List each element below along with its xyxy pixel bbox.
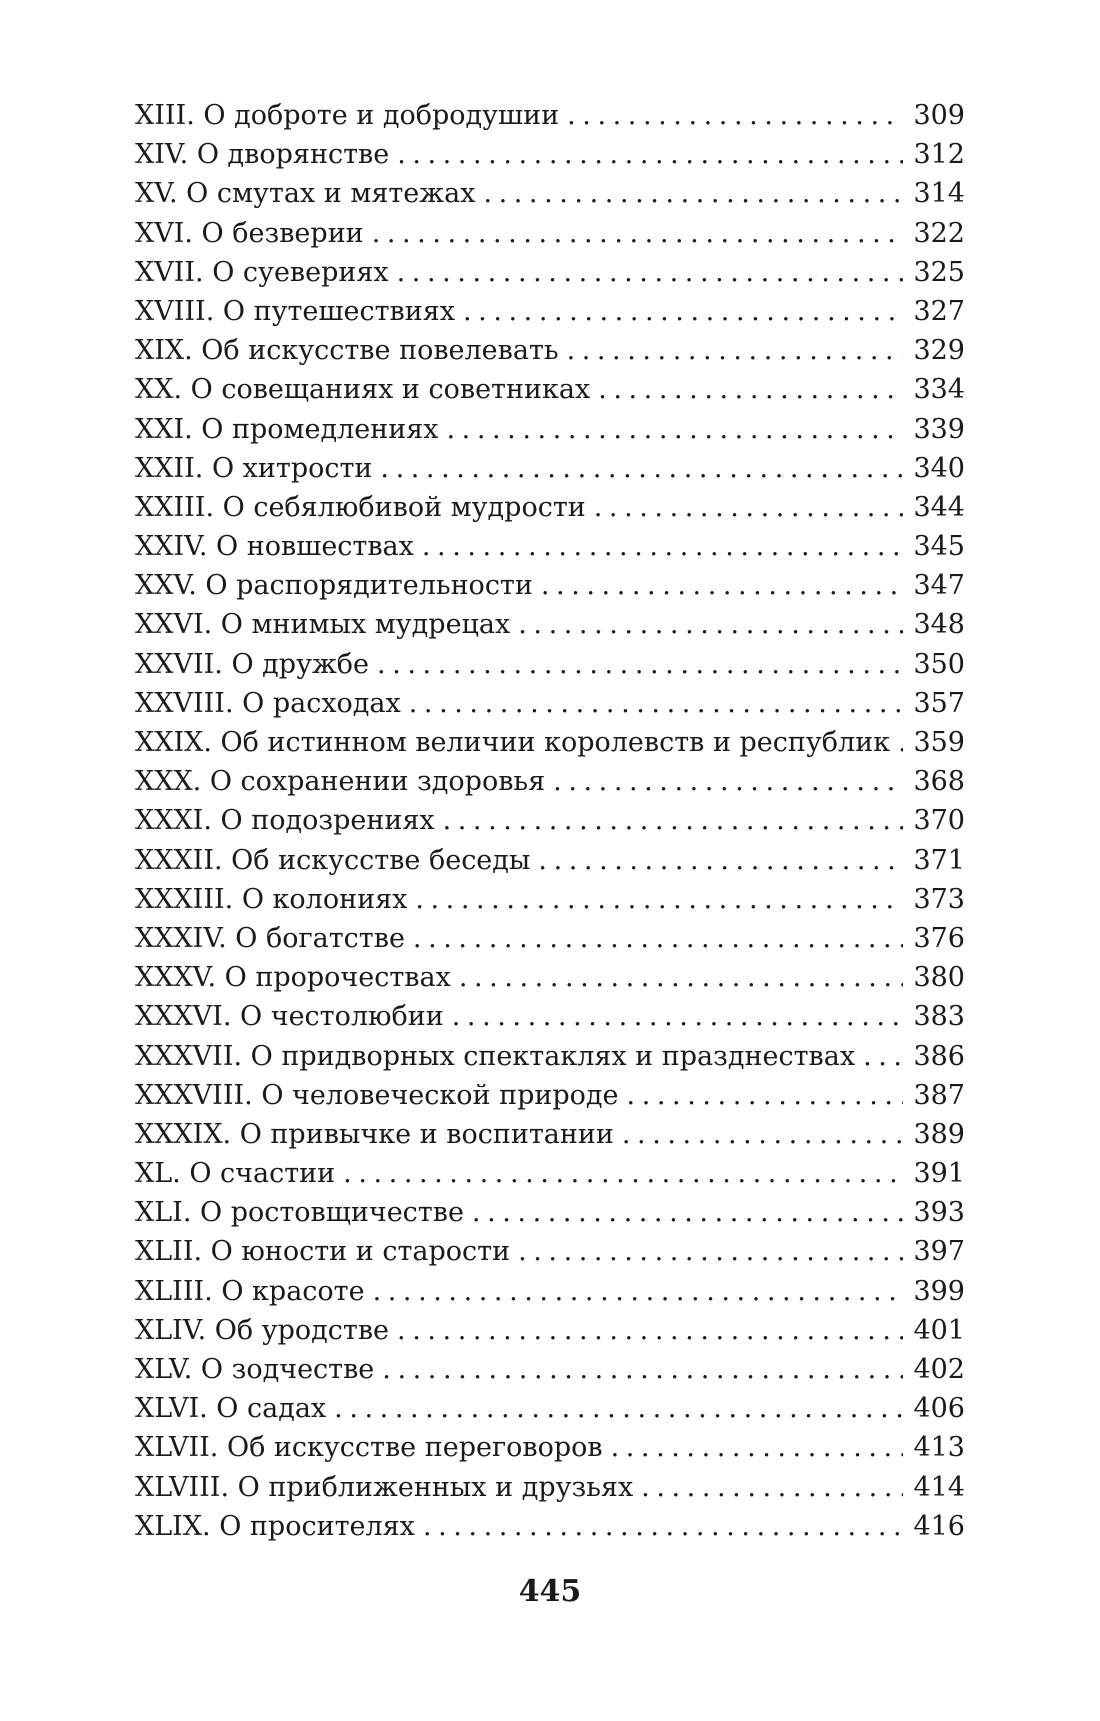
toc-entry xyxy=(135,96,965,135)
dot-leader xyxy=(423,1507,904,1546)
toc-entry-title: XLI. О ростовщичестве xyxy=(135,1197,464,1229)
toc-entry xyxy=(135,1311,965,1350)
toc-entry-page: 344 xyxy=(913,491,965,523)
dot-leader xyxy=(409,684,904,723)
toc-entry xyxy=(135,645,965,684)
toc-entry-page: 383 xyxy=(913,1001,965,1033)
dot-leader xyxy=(397,253,904,292)
toc-entry xyxy=(135,1037,965,1076)
dot-leader xyxy=(422,527,904,566)
toc-entry-title: XLV. О зодчестве xyxy=(135,1354,375,1385)
toc-entry xyxy=(135,605,965,644)
toc-entry-page: 370 xyxy=(913,805,965,837)
toc-entry-title: XXVI. О мнимых мудрецах xyxy=(135,609,511,641)
toc-entry xyxy=(135,292,965,331)
toc-entry-title: XLIV. Об уродстве xyxy=(135,1314,390,1346)
toc-entry-title: XIX. Об искусстве повелевать xyxy=(135,335,559,367)
toc-entry xyxy=(135,762,965,801)
toc-entry-title: XIV. О дворянстве xyxy=(135,139,390,171)
toc-entry xyxy=(135,527,965,566)
toc-entry xyxy=(135,566,965,605)
toc-entry-title: XLIX. О просителях xyxy=(135,1510,415,1542)
toc-entry-page: 339 xyxy=(913,413,965,445)
toc-entry-title: XL. О счастии xyxy=(135,1158,336,1190)
toc-entry-title: XXVII. О дружбе xyxy=(135,648,370,680)
toc-entry-page: 373 xyxy=(913,883,965,915)
toc-entry-title: XVI. О безверии xyxy=(135,217,364,249)
toc-entry-page: 309 xyxy=(913,100,965,131)
dot-leader xyxy=(382,1350,903,1389)
table-of-contents xyxy=(135,96,965,1546)
dot-leader xyxy=(334,1389,903,1428)
toc-entry-title: XXXVI. О честолюбии xyxy=(135,1001,444,1033)
toc-entry-page: 322 xyxy=(913,217,965,249)
dot-leader xyxy=(472,1193,904,1232)
toc-entry-page: 327 xyxy=(913,295,965,327)
toc-entry-title: XX. О совещаниях и советниках xyxy=(135,374,591,406)
toc-entry-title: XXIX. Об истинном величии королевств и республик xyxy=(135,727,891,758)
toc-entry-page: 402 xyxy=(913,1354,965,1385)
toc-entry xyxy=(135,1076,965,1115)
dot-leader xyxy=(611,1428,904,1467)
toc-entry xyxy=(135,1272,965,1311)
dot-leader xyxy=(372,214,904,253)
toc-entry-title: XV. О смутах и мятежах xyxy=(135,178,476,210)
toc-entry-page: 380 xyxy=(913,962,965,994)
dot-leader xyxy=(541,566,904,605)
dot-leader xyxy=(452,997,904,1036)
toc-entry-title: XXVIII. О расходах xyxy=(135,687,401,719)
toc-entry-page: 347 xyxy=(913,570,965,602)
dot-leader xyxy=(567,96,903,135)
toc-entry-page: 393 xyxy=(913,1197,965,1229)
toc-entry-title: XXXII. Об искусстве беседы xyxy=(135,844,531,876)
toc-entry xyxy=(135,1193,965,1232)
toc-entry-page: 386 xyxy=(913,1040,965,1072)
dot-leader xyxy=(641,1468,903,1507)
toc-entry-page: 371 xyxy=(913,844,965,876)
toc-entry-title: XVII. О суевериях xyxy=(135,256,389,288)
toc-entry xyxy=(135,1350,965,1389)
dot-leader xyxy=(397,1311,903,1350)
toc-entry-title: XXII. О хитрости xyxy=(135,452,373,484)
dot-leader xyxy=(863,1037,903,1076)
toc-entry xyxy=(135,1154,965,1193)
toc-entry-title: XLVII. Об искусстве переговоров xyxy=(135,1432,603,1464)
page-number: 445 xyxy=(518,1574,582,1609)
toc-entry xyxy=(135,880,965,919)
toc-entry xyxy=(135,1468,965,1507)
toc-entry-title: XLII. О юности и старости xyxy=(135,1236,511,1268)
toc-entry xyxy=(135,135,965,174)
dot-leader xyxy=(447,410,904,449)
toc-entry xyxy=(135,449,965,488)
toc-entry-title: XXIII. О себялюбивой мудрости xyxy=(135,491,586,523)
toc-entry-page: 345 xyxy=(913,531,965,563)
toc-entry xyxy=(135,331,965,370)
dot-leader xyxy=(567,331,904,370)
toc-entry-title: XXI. О промедлениях xyxy=(135,413,439,445)
dot-leader xyxy=(343,1154,903,1193)
toc-entry xyxy=(135,253,965,292)
toc-entry xyxy=(135,1507,965,1546)
toc-entry-page: 414 xyxy=(913,1471,965,1503)
toc-entry-title: XIII. О доброте и добродушии xyxy=(135,100,560,131)
toc-entry xyxy=(135,1389,965,1428)
dot-leader xyxy=(594,488,904,527)
dot-leader xyxy=(415,880,903,919)
toc-entry xyxy=(135,214,965,253)
toc-entry xyxy=(135,801,965,840)
toc-entry-page: 340 xyxy=(913,452,965,484)
toc-entry-page: 389 xyxy=(913,1118,965,1150)
dot-leader xyxy=(518,605,903,644)
dot-leader xyxy=(627,1076,904,1115)
toc-entry-page: 325 xyxy=(913,256,965,288)
toc-entry-page: 376 xyxy=(913,922,965,954)
dot-leader xyxy=(538,841,903,880)
toc-entry-page: 368 xyxy=(913,766,965,798)
toc-entry xyxy=(135,723,965,762)
dot-leader xyxy=(553,762,903,801)
toc-entry-page: 387 xyxy=(913,1079,965,1111)
dot-leader xyxy=(518,1232,903,1271)
toc-entry xyxy=(135,1428,965,1467)
dot-leader xyxy=(463,292,903,331)
toc-entry-page: 416 xyxy=(913,1510,965,1542)
toc-entry-page: 401 xyxy=(913,1314,965,1346)
dot-leader xyxy=(413,919,904,958)
toc-entry-page: 397 xyxy=(913,1236,965,1268)
toc-entry xyxy=(135,370,965,409)
toc-entry xyxy=(135,410,965,449)
dot-leader xyxy=(373,1272,904,1311)
toc-entry-page: 348 xyxy=(913,609,965,641)
toc-entry-title: XXX. О сохранении здоровья xyxy=(135,766,546,798)
toc-entry xyxy=(135,841,965,880)
toc-entry xyxy=(135,919,965,958)
toc-entry-page: 329 xyxy=(913,335,965,367)
toc-entry-title: XXXI. О подозрениях xyxy=(135,805,435,837)
toc-entry xyxy=(135,997,965,1036)
toc-entry-title: XVIII. О путешествиях xyxy=(135,295,455,327)
toc-entry-title: XLVIII. О приближенных и друзьях xyxy=(135,1471,634,1503)
toc-entry xyxy=(135,684,965,723)
toc-entry-title: XXXV. О пророчествах xyxy=(135,962,451,994)
dot-leader xyxy=(898,723,903,762)
toc-entry-page: 350 xyxy=(913,648,965,680)
dot-leader xyxy=(598,370,903,409)
toc-entry-page: 314 xyxy=(913,178,965,210)
dot-leader xyxy=(622,1115,904,1154)
dot-leader xyxy=(397,135,903,174)
toc-entry xyxy=(135,1232,965,1271)
toc-entry-page: 391 xyxy=(913,1158,965,1190)
dot-leader xyxy=(443,801,904,840)
toc-entry-page: 334 xyxy=(913,374,965,406)
dot-leader xyxy=(380,449,903,488)
toc-entry-title: XXXIV. О богатстве xyxy=(135,922,405,954)
toc-entry-page: 357 xyxy=(913,687,965,719)
toc-entry-title: XLVI. О садах xyxy=(135,1393,327,1425)
dot-leader xyxy=(459,958,904,997)
dot-leader xyxy=(377,645,903,684)
toc-entry-title: XXV. О распорядительности xyxy=(135,570,533,602)
toc-entry-title: XLIII. О красоте xyxy=(135,1275,365,1307)
toc-entry xyxy=(135,488,965,527)
dot-leader xyxy=(483,174,903,213)
toc-entry-title: XXIV. О новшествах xyxy=(135,531,414,563)
toc-entry-title: XXXIII. О колониях xyxy=(135,883,408,915)
toc-entry-page: 413 xyxy=(913,1432,965,1464)
toc-entry xyxy=(135,1115,965,1154)
toc-entry-page: 399 xyxy=(913,1275,965,1307)
toc-entry-title: XXXVII. О придворных спектаклях и празднествах xyxy=(135,1040,856,1072)
toc-entry-page: 406 xyxy=(913,1393,965,1425)
toc-entry xyxy=(135,174,965,213)
toc-entry-title: XXXVIII. О человеческой природе xyxy=(135,1079,619,1111)
toc-entry-page: 312 xyxy=(913,139,965,171)
toc-entry-title: XXXIX. О привычке и воспитании xyxy=(135,1118,614,1150)
toc-entry-page: 359 xyxy=(913,727,965,758)
toc-entry xyxy=(135,958,965,997)
